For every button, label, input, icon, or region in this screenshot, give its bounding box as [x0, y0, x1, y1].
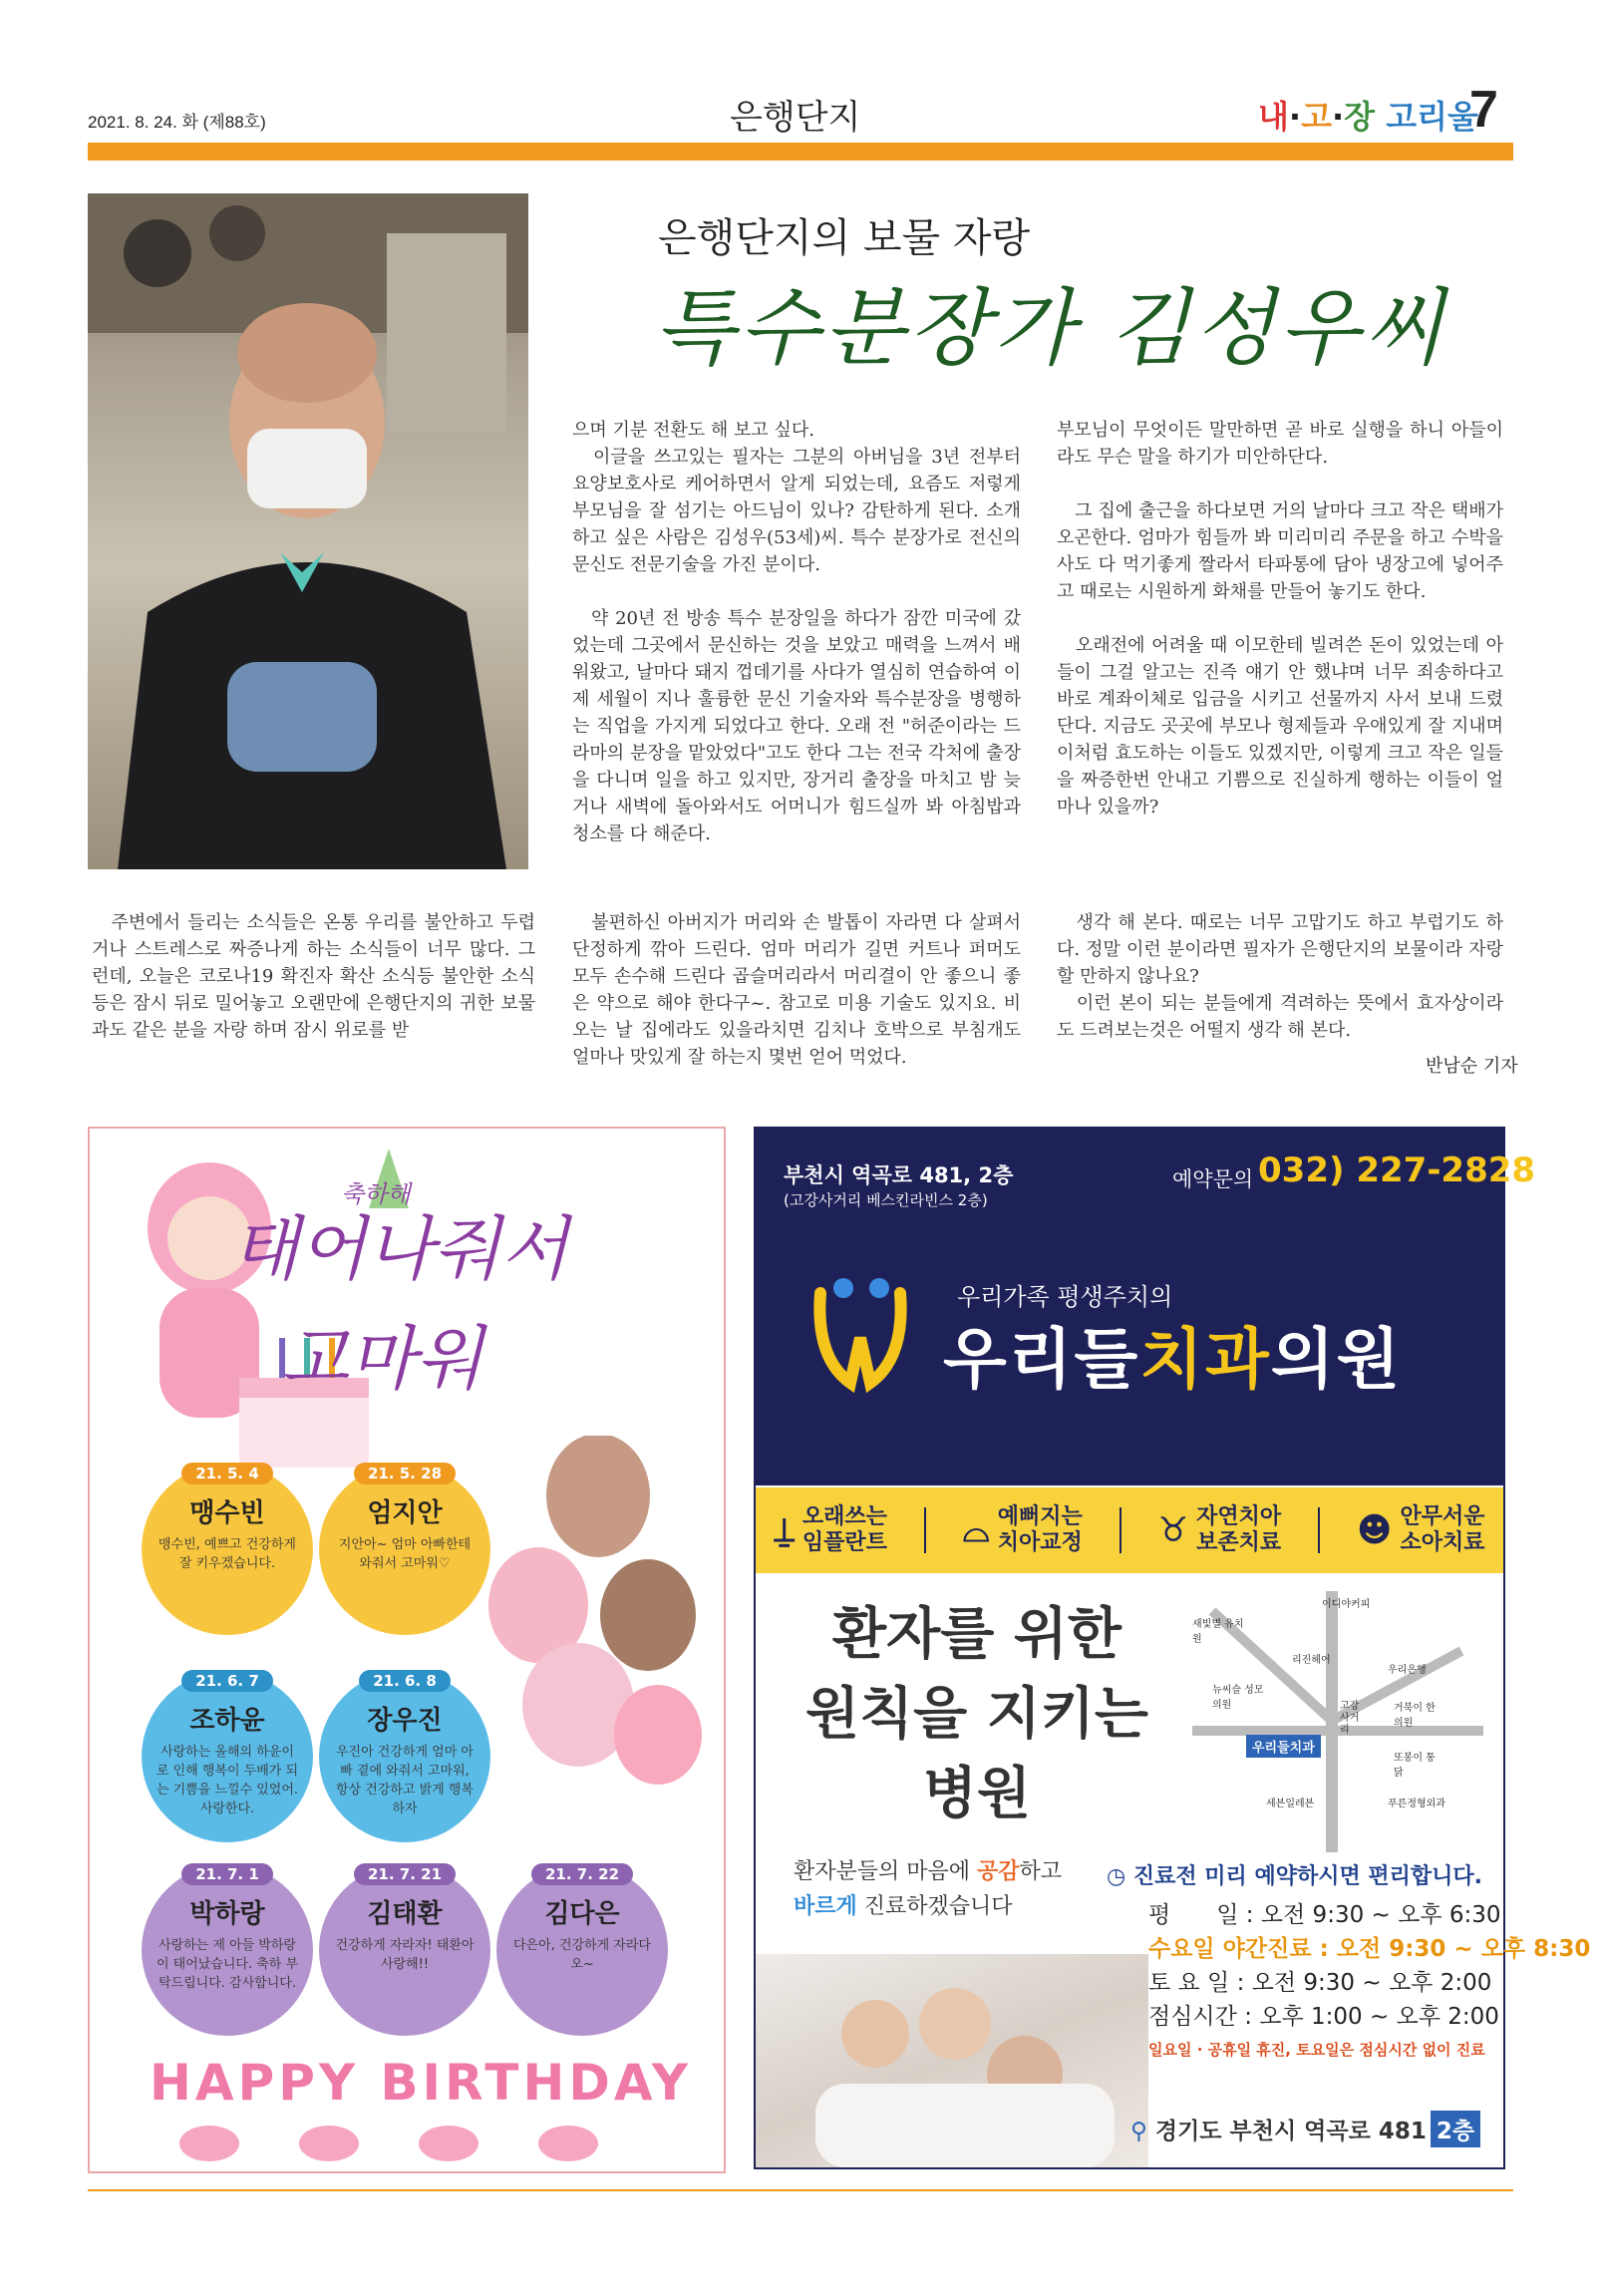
birthday-title-line-2: 고마워: [281, 1318, 483, 1400]
hours-time: : 오후 1:00 ~ 오후 2:00: [1244, 2004, 1499, 2030]
clinic-map-pin: 우리들치과: [1246, 1735, 1321, 1758]
promise-text: 환자분들의 마음에: [794, 1859, 978, 1884]
map-label: 푸른정형외과: [1388, 1799, 1445, 1809]
birthday-message: 사랑하는 제 아들 박하랑이 태어났습니다. 축하 부탁드립니다. 감사합니다.: [156, 1938, 299, 1991]
service-item: [1357, 1504, 1484, 1556]
paragraph: 주변에서 들리는 소식들은 온통 우리를 불안하고 두렵거나 스트레스로 짜증나게 하는 소식들이 너무 많다. 그런데, 오늘은 코로나19 확진자 확산 소식등 불안한 소식등은 잠시 뒤로 밀어놓고 오랜만에 은행단지의 귀한 보물과도 같은 분을 자랑 하며 잠시 위로를 받: [92, 912, 535, 1041]
paragraph: 생각 해 본다. 때로는 너무 고맙기도 하고 부럽기도 하다. 정말 이런 분이라면 필자가 은행단지의 보물이라 자랑 할 만하지 않나요?: [1057, 912, 1503, 987]
birthday-date: 21. 5. 28: [354, 1463, 456, 1484]
clinic-name: [943, 1306, 1402, 1401]
baby-name: 김다은: [544, 1899, 620, 1929]
map-label: 이디야커피: [1322, 1599, 1371, 1610]
clinic-address-detail: (고강사거리 베스킨라빈스 2층): [784, 1191, 988, 1209]
service-line: 보존치료: [1196, 1530, 1282, 1555]
birthday-date: 21. 6. 7: [181, 1670, 273, 1692]
map-label: 리진헤어: [1292, 1655, 1331, 1666]
birthday-message: 우진아 건강하게 엄마 아빠 곁에 와줘서 고마워, 항상 건강하고 밝게 행복하자: [336, 1745, 474, 1816]
hours-title: [1107, 1859, 1482, 1890]
happy-birthday-banner: [150, 2054, 692, 2112]
divider: [1120, 1507, 1121, 1553]
hours-row: [1148, 2000, 1590, 2034]
hours-time: : 오전 9:30 ~ 오후 8:30: [1319, 1936, 1591, 1962]
section-title: 은행단지: [730, 98, 861, 138]
promise-highlight: 바르게: [794, 1894, 857, 1919]
clinic-footer-address: [1130, 2111, 1480, 2147]
map-label: 새빛별 유치원: [1192, 1619, 1244, 1645]
birthday-date: 21. 7. 21: [354, 1863, 456, 1885]
divider: [924, 1507, 926, 1553]
divider: [1318, 1507, 1320, 1553]
promise-text: 진료하겠습니다: [856, 1894, 1013, 1919]
article-headline: 특수분장가 김성우씨: [654, 279, 1448, 377]
hours-title-text: 진료전 미리 예약하시면 편리합니다.: [1132, 1864, 1482, 1889]
hours-row: [1148, 1966, 1590, 2000]
service-line: 안무서운: [1400, 1504, 1485, 1529]
map-label: 또봉이 통닭: [1394, 1753, 1436, 1779]
masthead-4: 고리울: [1386, 98, 1478, 136]
clinic-address: 부천시 역곡로 481, 2층: [784, 1163, 1014, 1187]
paragraph: 약 20년 전 방송 특수 분장일을 하다가 잠깐 미국에 갔었는데 그곳에서 문신하는 것을 보았고 매력을 느껴서 배워왔고, 날마다 돼지 껍데기를 사다가 열심히 연습하여 이제 세월이 지나 훌륭한 문신 기술자와 특수분장을 병행하는 직업을 가지게 되었다고 한다. 오래 전 "허준이라는 드라마의 분장을 맡았었다"고도 한다 그는 전국 각처에 출장을 다니며 일을 하고 있지만, 장거리 출장을 마치고 밤 늦거나 새벽에 돌아와서도 어머니가 힘드실까 봐 아침밥과 청소를 다 해준다.: [572, 608, 1021, 844]
implant-icon: ⍊: [774, 1510, 795, 1550]
masthead-3: 장: [1344, 98, 1376, 136]
baby-name: 맹수빈: [189, 1498, 265, 1528]
phone-number: 032) 227-2828: [1258, 1150, 1536, 1190]
birthday-card: [142, 1864, 313, 2036]
clinic-promise-1: [794, 1854, 1062, 1885]
masthead-2: 고: [1301, 98, 1332, 136]
location-map: [1192, 1591, 1483, 1852]
paragraph: 이런 본이 되는 분들에게 격려하는 뜻에서 효자상이라도 드려보는것은 어떨지 생각 해 본다.: [1057, 993, 1503, 1041]
office-hours: [1148, 1898, 1590, 2034]
map-label: 세븐일레븐: [1266, 1799, 1315, 1809]
phone-label: 예약문의: [1172, 1167, 1254, 1191]
map-label: 고강사거리: [1340, 1701, 1360, 1736]
service-item: [1158, 1504, 1282, 1556]
map-label: 거북이 한의원: [1394, 1703, 1436, 1729]
page-number: 7: [1469, 81, 1498, 139]
birthday-card: [496, 1864, 668, 2036]
issue-date: 2021. 8. 24. 화 (제88호): [88, 113, 266, 132]
birthday-message: 건강하게 자라자! 태환아 사랑해!!: [335, 1938, 475, 1972]
clinic-promise-2: [794, 1889, 1013, 1920]
hours-day: 점심시간: [1148, 2004, 1237, 2030]
birthday-date: 21. 7. 22: [531, 1863, 633, 1885]
birthday-message: 지안아~ 엄마 아빠한테 와줘서 고마워♡: [338, 1537, 472, 1571]
birthday-message: 다은아, 건강하게 자라다오~: [513, 1938, 651, 1972]
article-photo: [88, 193, 528, 869]
service-line: 임플란트: [801, 1530, 887, 1555]
birthday-date: 21. 6. 8: [359, 1670, 451, 1692]
clock-icon: ◷: [1107, 1864, 1133, 1889]
birthday-date: 21. 5. 4: [181, 1463, 273, 1484]
balloons-icon: [479, 1436, 708, 1814]
birthday-date: 21. 7. 1: [181, 1863, 273, 1885]
masthead: 내·고·장 고리울: [1258, 98, 1478, 136]
baby-name: 박하랑: [189, 1899, 265, 1929]
birthday-message: 맹수빈, 예쁘고 건강하게 잘 키우겠습니다.: [159, 1537, 296, 1571]
masthead-1: 내: [1258, 98, 1289, 136]
hours-note: 일요일 · 공휴일 휴진, 토요일은 점심시간 없이 진료: [1148, 2041, 1485, 2059]
clinic-name-part-3: 의원: [1270, 1321, 1403, 1398]
birthday-small-title: 축하해: [341, 1180, 411, 1208]
clinic-slogan: [778, 1595, 1176, 1834]
service-line: 오래쓰는: [801, 1504, 887, 1529]
hours-day: 수요일 야간진료: [1148, 1936, 1312, 1962]
family-photo: [756, 1954, 1148, 2167]
byline: 반남순 기자: [1426, 1056, 1518, 1077]
tooth-logo-icon: [805, 1268, 925, 1398]
paragraph: 부모님이 무엇이든 말만하면 곧 바로 실행을 하니 아들이라도 무슨 말을 하기가 미안하단다.: [1057, 420, 1503, 468]
article-column-3: [92, 909, 535, 1044]
article-column-2: [1057, 417, 1503, 820]
birthday-card: [319, 1864, 490, 2036]
service-line: 자연치아: [1196, 1504, 1282, 1529]
article-column-4: [572, 909, 1021, 1071]
service-line: 예뻐지는: [997, 1504, 1083, 1529]
birthday-message: 사랑하는 올해의 하윤이로 인해 행복이 두배가 되는 기쁨을 느낄수 있었어. 사랑한다.: [156, 1745, 299, 1816]
baby-name: 엄지안: [367, 1498, 443, 1528]
service-line: 치아교정: [997, 1530, 1083, 1555]
promise-highlight: 공감: [977, 1859, 1020, 1884]
baby-name: 김태환: [367, 1899, 443, 1929]
footer-rule: [88, 2189, 1513, 2191]
birthday-card: [319, 1464, 490, 1635]
promise-text: 하고: [1019, 1859, 1063, 1884]
map-label: 뉴씨슬 성모의원: [1212, 1685, 1264, 1711]
happy-birthday-text: HAPPY BIRTHDAY: [150, 2054, 692, 2112]
article-column-5: [1057, 909, 1503, 1044]
baby-name: 장우진: [367, 1706, 443, 1736]
article-column-1: [572, 417, 1021, 847]
child-icon: ☻: [1357, 1510, 1393, 1550]
slogan-line: 원칙을 지키는: [804, 1682, 1149, 1747]
paragraph: 오래전에 어려울 때 이모한테 빌려쓴 돈이 있었는데 아들이 그걸 알고는 진즉 얘기 안 했냐며 너무 죄송하다고 바로 계좌이체로 입금을 시키고 선물까지 사서 보내 드렸단다. 지금도 곳곳에 부모나 형제들과 우애있게 잘 지내며 이처럼 효도하는 이들도 있겠지만, 이렇게 크고 작은 일들을 짜증한번 안내고 기쁨으로 진실하게 행하는 이들이 얼마나 있을까?: [1057, 635, 1503, 818]
paragraph: 불편하신 아버지가 머리와 손 발톱이 자라면 다 살펴서 단정하게 깎아 드린다. 엄마 머리가 길면 커트나 퍼머도 모두 손수해 드린다 곱슬머리라서 머리결이 안 좋으니 좋은 약으로 해야 한다구~. 참고로 미용 기술도 있지요. 비오는 날 집에라도 있을라치면 김치나 호박으로 부침개도 얼마나 맛있게 잘 하는지 몇번 얻어 먹었다.: [572, 912, 1021, 1068]
service-line: 소아치료: [1400, 1530, 1485, 1555]
clinic-name-part-1: 우리들: [943, 1321, 1140, 1398]
clinic-name-part-2: 치과: [1139, 1321, 1271, 1398]
paragraph: 그 집에 출근을 하다보면 거의 날마다 크고 작은 택배가 오곤한다. 엄마가 힘들까 봐 미리미리 주문을 하고 수박을 사도 다 먹기좋게 짤라서 타파통에 담아 냉장고에 넣어주고 때로는 시원하게 화채를 만들어 놓기도 한다.: [1057, 500, 1503, 602]
tooth-icon: ♉: [1157, 1510, 1189, 1550]
service-item: [963, 1504, 1083, 1556]
hours-day: 평 일: [1148, 1902, 1239, 1928]
slogan-line: 병원: [922, 1762, 1032, 1826]
slogan-line: 환자를 위한: [832, 1602, 1121, 1667]
hours-row: [1148, 1932, 1590, 1966]
map-label: 우리은행: [1388, 1665, 1427, 1676]
floor-badge: 2층: [1431, 2111, 1480, 2147]
location-pin-icon: ⚲: [1130, 2119, 1155, 2144]
braces-icon: ⌓: [962, 1510, 990, 1550]
services-bar: [756, 1487, 1503, 1573]
hours-time: : 오전 9:30 ~ 오후 6:30: [1245, 1902, 1501, 1928]
baby-name: 조하윤: [189, 1706, 265, 1736]
birthday-title-line-1: 태어나줘서: [231, 1208, 569, 1290]
article-kicker: 은행단지의 보물 자랑: [658, 215, 1031, 261]
paragraph: 으며 기분 전환도 해 보고 싶다.: [572, 420, 814, 441]
paragraph: 이글을 쓰고있는 필자는 그분의 아버님을 3년 전부터 요양보호사로 케어하면서 알게 되었는데, 요즘도 저렇게 부모님을 잘 섬기는 아드님이 있나? 감탄하게 된다. 소개하고 싶은 사람은 김성우(53세)씨. 특수 분장가로 전신의 문신도 전문기술을 가진 분이다.: [572, 447, 1021, 575]
clinic-tagline: 우리가족 평생주치의: [957, 1283, 1173, 1311]
hours-time: : 오전 9:30 ~ 오후 2:00: [1236, 1970, 1492, 1996]
footer-address: 경기도 부천시 역곡로 481: [1154, 2119, 1427, 2144]
birthday-card: [142, 1671, 313, 1842]
service-item: [774, 1504, 886, 1556]
birthday-title: [231, 1194, 568, 1414]
hours-day: 토 요 일: [1148, 1970, 1230, 1996]
birthday-card: [142, 1464, 313, 1635]
header-rule: [88, 143, 1513, 161]
birthday-card: [319, 1671, 490, 1842]
hours-row: [1148, 1898, 1590, 1932]
cupcakes-icon: [179, 2114, 678, 2163]
